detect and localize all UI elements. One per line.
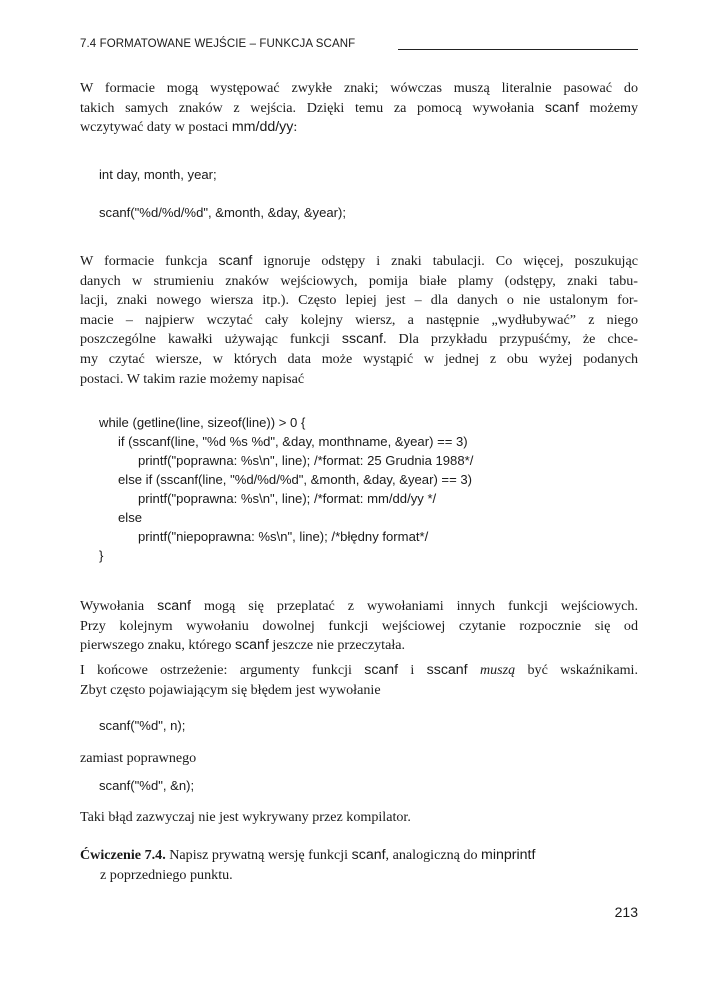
code-term: scanf (351, 847, 386, 863)
exercise-label: Ćwiczenie 7.4. (80, 847, 166, 863)
code-line: if (sscanf(line, "%d %s %d", &day, monthname, &year) == 3) (118, 434, 468, 449)
code-line: scanf("%d/%d/%d", &month, &day, &year); (99, 205, 347, 220)
code-term: scanf (157, 598, 192, 614)
paragraph-line: wczytywać daty w postaci mm/dd/yy: (80, 119, 298, 136)
code-term: scanf (544, 99, 579, 116)
code-line: while (getline(line, sizeof(line)) > 0 { (99, 415, 306, 430)
code-line: int day, month, year; (99, 167, 217, 182)
paragraph-3 (80, 597, 638, 656)
code-line: scanf("%d", &n); (99, 778, 195, 793)
code-term: sscanf (341, 331, 383, 348)
paragraph-5: zamiast poprawnego (80, 750, 197, 766)
code-term: mm/dd/yy (231, 119, 294, 136)
paragraph-line: pierwszego znaku, którego scanf jeszcze nie przeczytała. (80, 637, 406, 654)
paragraph-line: Wywołania scanf mogą się przeplatać z wywołaniami innych funkcji wejściowych. (80, 598, 639, 614)
code-line: printf("poprawna: %s\n", line); /*format: 25 Grudnia 1988*/ (138, 453, 474, 468)
code-term: minprintf (481, 847, 536, 863)
running-header (80, 38, 638, 54)
paragraph-6: Taki błąd zazwyczaj nie jest wykrywany przez kompilator. (80, 809, 411, 825)
paragraph-line: danych w strumieniu znaków wejściowych, pomija białe plamy (odstępy, znaki tabu- (80, 272, 638, 289)
code-term: scanf (218, 253, 253, 269)
code-line: printf("poprawna: %s\n", line); /*format: mm/dd/yy */ (138, 491, 437, 506)
code-term: scanf (364, 662, 399, 678)
paragraph-line: poszczególne kawałki używając funkcji sscanf. Dla przykładu przypuśćmy, że chce- (80, 331, 638, 348)
header-title: 7.4 FORMATOWANE WEJŚCIE – FUNKCJA SCANF (80, 38, 356, 50)
paragraph-line: Zbyt często pojawiającym się błędem jest wywołanie (80, 681, 381, 698)
paragraph-2 (80, 252, 638, 389)
paragraph-line: lacji, znaki nowego wiersza itp.). Często lepiej jest – dla danych o nie ustalonym for- (80, 292, 638, 309)
code-line: scanf("%d", n); (99, 718, 186, 733)
code-line: } (99, 548, 104, 563)
code-line: printf("niepoprawna: %s\n", line); /*błędny format*/ (138, 529, 429, 544)
code-term: sscanf (426, 662, 468, 678)
paragraph-1 (80, 79, 638, 138)
exercise-line: Ćwiczenie 7.4. Napisz prywatną wersję funkcji scanf, analogiczną do minprintf (80, 847, 536, 863)
paragraph-4 (80, 661, 638, 700)
code-term: scanf (234, 637, 269, 654)
header-rule (398, 49, 638, 50)
code-line: else if (sscanf(line, "%d/%d/%d", &month, &day, &year) == 3) (118, 472, 473, 487)
exercise (80, 846, 638, 885)
emphasis: muszą (479, 662, 516, 678)
paragraph-line: Przy kolejnym wywołaniu dowolnej funkcji wejściowej czytanie rozpocznie się od (80, 617, 638, 634)
paragraph-line: I końcowe ostrzeżenie: argumenty funkcji scanf i sscanf muszą być wskaźnikami. (80, 662, 638, 678)
code-line: else (118, 510, 143, 525)
paragraph-line: macie – najpierw wczytać cały kolejny wiersz, a następnie „wydłubywać” z niego (80, 311, 638, 328)
page-number: 213 (614, 904, 638, 920)
paragraph-line: W formacie mogą występować zwykłe znaki; wówczas muszą literalnie pasować do (80, 80, 638, 96)
paragraph-line: takich samych znaków z wejścia. Dzięki temu za pomocą wywołania scanf możemy (80, 99, 638, 116)
paragraph-line: postaci. W takim razie możemy napisać (80, 370, 305, 387)
paragraph-line: my czytać wiersze, w których data może wystąpić w jednej z obu wyżej podanych (80, 350, 638, 367)
exercise-line: z poprzedniego punktu. (100, 866, 233, 883)
paragraph-line: W formacie funkcja scanf ignoruje odstępy i znaki tabulacji. Co więcej, poszukując (80, 253, 638, 269)
